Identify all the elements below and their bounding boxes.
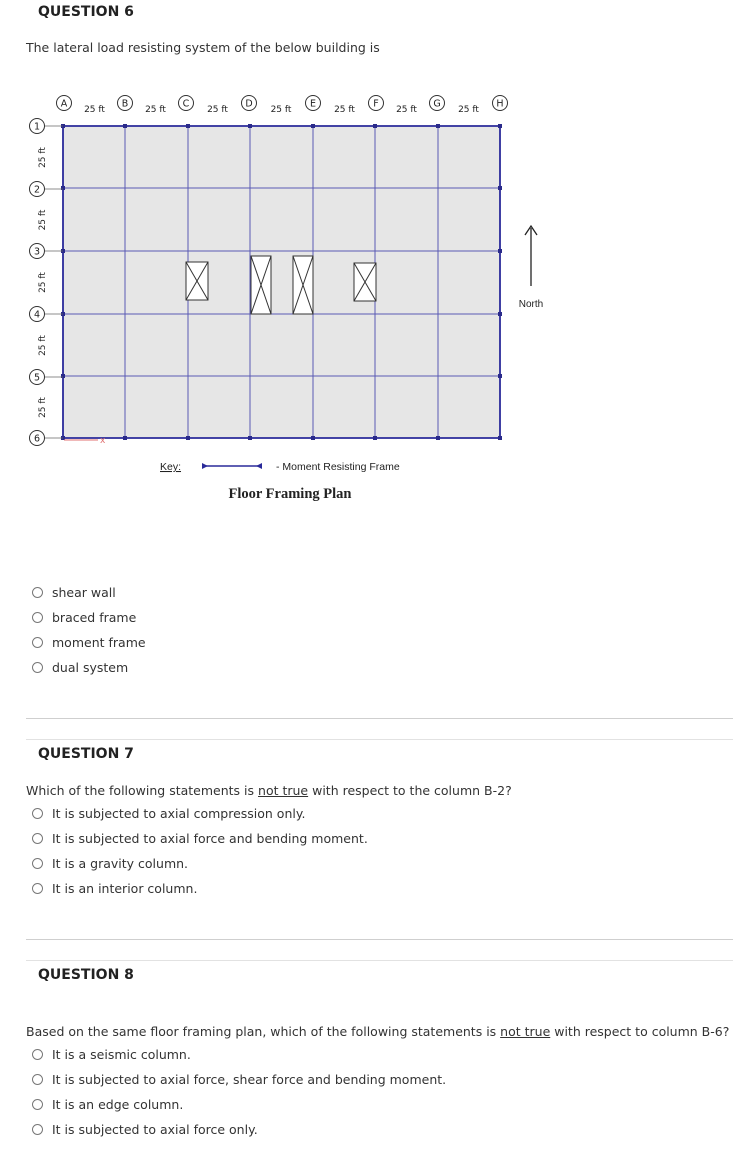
north-label: North [518, 299, 544, 310]
dimension-label: 25 ft [334, 105, 355, 115]
q8-option-4[interactable] [32, 1122, 258, 1137]
q6-option-braced-frame[interactable] [32, 610, 136, 625]
question-8-text [26, 1024, 729, 1039]
column-label-H: H [496, 98, 504, 110]
dimension-label: 25 ft [207, 105, 228, 115]
option-label: It is subjected to axial force only. [52, 1122, 258, 1137]
north-arrow-icon [525, 226, 537, 286]
dimension-label: 25 ft [145, 105, 166, 115]
question-text-underlined: not true [258, 783, 309, 798]
radio-button[interactable] [32, 1124, 43, 1135]
column [498, 124, 502, 128]
column [186, 124, 190, 128]
radio-button[interactable] [32, 587, 43, 598]
question-text-part: Based on the same floor framing plan, which of the following statements is [26, 1024, 501, 1039]
question-text-part: with respect to column B-6? [550, 1024, 730, 1039]
column-label-B: B [121, 98, 129, 110]
row-label-3: 3 [33, 246, 41, 258]
radio-button[interactable] [32, 637, 43, 648]
column-label-F: F [373, 98, 379, 110]
dimension-label: 25 ft [396, 105, 417, 115]
row-label-2: 2 [33, 184, 41, 196]
dimension-label: 25 ft [38, 147, 48, 168]
q7-option-3[interactable] [32, 856, 188, 871]
column [123, 436, 127, 440]
key-label: Key: [160, 461, 182, 473]
column [498, 436, 502, 440]
column [373, 436, 377, 440]
separator [26, 939, 733, 940]
column [498, 374, 502, 378]
radio-button[interactable] [32, 883, 43, 894]
column [186, 436, 190, 440]
option-label: braced frame [52, 610, 137, 625]
row-label-1: 1 [33, 121, 41, 133]
question-6-text: The lateral load resisting system of the below building is [26, 40, 380, 55]
radio-button[interactable] [32, 662, 43, 673]
column [498, 249, 502, 253]
question-7-title: QUESTION 7 [38, 746, 134, 762]
dimension-label: 25 ft [458, 105, 479, 115]
question-text-part: Which of the following statements is [26, 783, 259, 798]
option-label: It is a gravity column. [52, 856, 189, 871]
column-label-E: E [309, 98, 317, 110]
floor-framing-plan [0, 0, 733, 520]
dimension-label: 25 ft [38, 272, 48, 293]
dimension-label: 25 ft [270, 105, 292, 115]
radio-button[interactable] [32, 612, 43, 623]
q8-option-1[interactable] [32, 1047, 191, 1062]
svg-text:x: x [100, 436, 106, 446]
column [248, 436, 252, 440]
column [311, 124, 315, 128]
option-label: It is subjected to axial force and bending moment. [52, 831, 368, 846]
column [311, 436, 315, 440]
separator [26, 718, 733, 719]
floor-slab [63, 126, 500, 438]
q7-option-4[interactable] [32, 881, 197, 896]
column-label-D: D [245, 98, 253, 110]
column [248, 124, 252, 128]
option-label: It is an edge column. [52, 1097, 184, 1112]
column [436, 436, 440, 440]
option-label: moment frame [52, 635, 146, 650]
row-label-4: 4 [33, 309, 41, 321]
dimension-label: 25 ft [38, 209, 48, 231]
radio-button[interactable] [32, 1049, 43, 1060]
radio-button[interactable] [32, 858, 43, 869]
q7-option-1[interactable] [32, 806, 305, 821]
question-8-title: QUESTION 8 [38, 967, 134, 983]
radio-button[interactable] [32, 1099, 43, 1110]
option-label: It is a seismic column. [52, 1047, 191, 1062]
legend-line [202, 463, 262, 469]
dimension-label: 25 ft [38, 397, 48, 418]
dimension-label: 25 ft [38, 335, 48, 356]
column-label-G: G [433, 98, 441, 110]
separator [26, 739, 733, 740]
option-label: It is subjected to axial compression only. [52, 806, 306, 821]
radio-button[interactable] [32, 808, 43, 819]
question-text-underlined: not true [500, 1024, 551, 1039]
radio-button[interactable] [32, 833, 43, 844]
column [498, 186, 502, 190]
question-7-text [26, 783, 512, 798]
dimension-label: 25 ft [84, 105, 105, 115]
row-label-6: 6 [33, 433, 41, 445]
option-label: It is subjected to axial force, shear force and bending moment. [52, 1072, 447, 1087]
q7-option-2[interactable] [32, 831, 368, 846]
q6-option-shear-wall[interactable] [32, 585, 116, 600]
column-label-C: C [182, 98, 190, 110]
column-label-A: A [60, 98, 68, 110]
column [123, 124, 127, 128]
option-label: dual system [52, 660, 129, 675]
legend-label: - Moment Resisting Frame [276, 461, 400, 473]
option-label: shear wall [52, 585, 116, 600]
plan-caption: Floor Framing Plan [228, 486, 352, 502]
row-label-5: 5 [33, 372, 41, 384]
question-6-title: QUESTION 6 [38, 4, 134, 20]
q6-option-moment-frame[interactable] [32, 635, 146, 650]
q8-option-3[interactable] [32, 1097, 183, 1112]
option-label: It is an interior column. [52, 881, 198, 896]
radio-button[interactable] [32, 1074, 43, 1085]
q6-option-dual-system[interactable] [32, 660, 128, 675]
question-text-part: with respect to the column B-2? [308, 783, 512, 798]
separator [26, 960, 733, 961]
q8-option-2[interactable] [32, 1072, 446, 1087]
column [498, 312, 502, 316]
column [373, 124, 377, 128]
column [436, 124, 440, 128]
